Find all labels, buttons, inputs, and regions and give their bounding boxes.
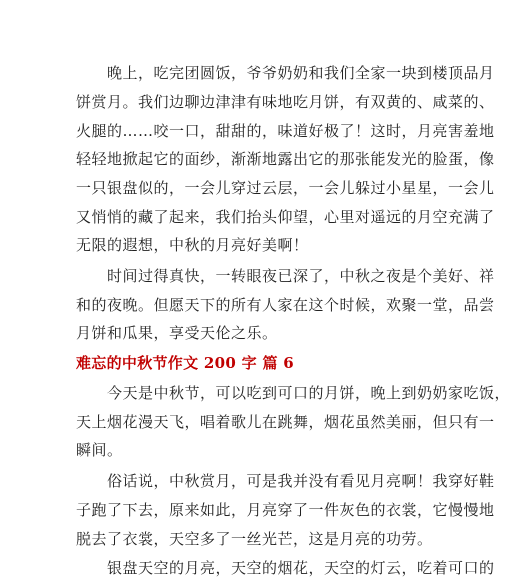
paragraph-1-line-6: 又悄悄的藏了起来，我们抬头仰望，心里对遥远的月空充满了 <box>76 208 495 226</box>
paragraph-3-line-3: 瞬间。 <box>76 441 123 459</box>
paragraph-1-line-2: 饼赏月。我们边聊边津津有味地吃月饼，有双黄的、咸菜的、 <box>76 93 495 111</box>
paragraph-1-line-1: 晚上，吃完团圆饭，爷爷奶奶和我们全家一块到楼顶品月 <box>76 64 495 82</box>
paragraph-5-line-1: 银盘天空的月亮，天空的烟花，天空的灯云，吃着可口的 <box>76 559 495 577</box>
paragraph-2-line-1: 时间过得真快，一转眼夜已深了，中秋之夜是个美好、祥 <box>76 267 495 285</box>
paragraph-3-line-1: 今天是中秋节，可以吃到可口的月饼，晚上到奶奶家吃饭， <box>76 384 510 402</box>
paragraph-3-line-2: 天上烟花漫天飞，唱着歌儿在跳舞，烟花虽然美丽，但只有一 <box>76 413 495 431</box>
paragraph-2-line-3: 月饼和瓜果，享受天伦之乐。 <box>76 324 278 342</box>
paragraph-1-line-5: 一只银盘似的，一会儿穿过云层，一会儿躲过小星星，一会儿 <box>76 179 495 197</box>
paragraph-2-line-2: 和的夜晚。但愿天下的所有人家在这个时候，欢聚一堂，品尝 <box>76 296 495 314</box>
paragraph-4-line-1: 俗话说，中秋赏月，可是我并没有看见月亮啊！我穿好鞋 <box>76 472 495 490</box>
section-title: 难忘的中秋节作文 200 字 篇 6 <box>76 354 295 372</box>
paragraph-1-line-3: 火腿的……咬一口，甜甜的，味道好极了！这时，月亮害羞地 <box>76 122 495 140</box>
paragraph-1-line-7: 无限的遐想，中秋的月亮好美啊！ <box>76 236 309 254</box>
paragraph-1-line-4: 轻轻地掀起它的面纱，渐渐地露出它的那张能发光的脸蛋，像 <box>76 150 495 168</box>
paragraph-4-line-2: 子跑了下去，原来如此，月亮穿了一件灰色的衣裳，它慢慢地 <box>76 501 495 519</box>
paragraph-4-line-3: 脱去了衣裳，天空多了一丝光芒，这是月亮的功劳。 <box>76 530 433 548</box>
